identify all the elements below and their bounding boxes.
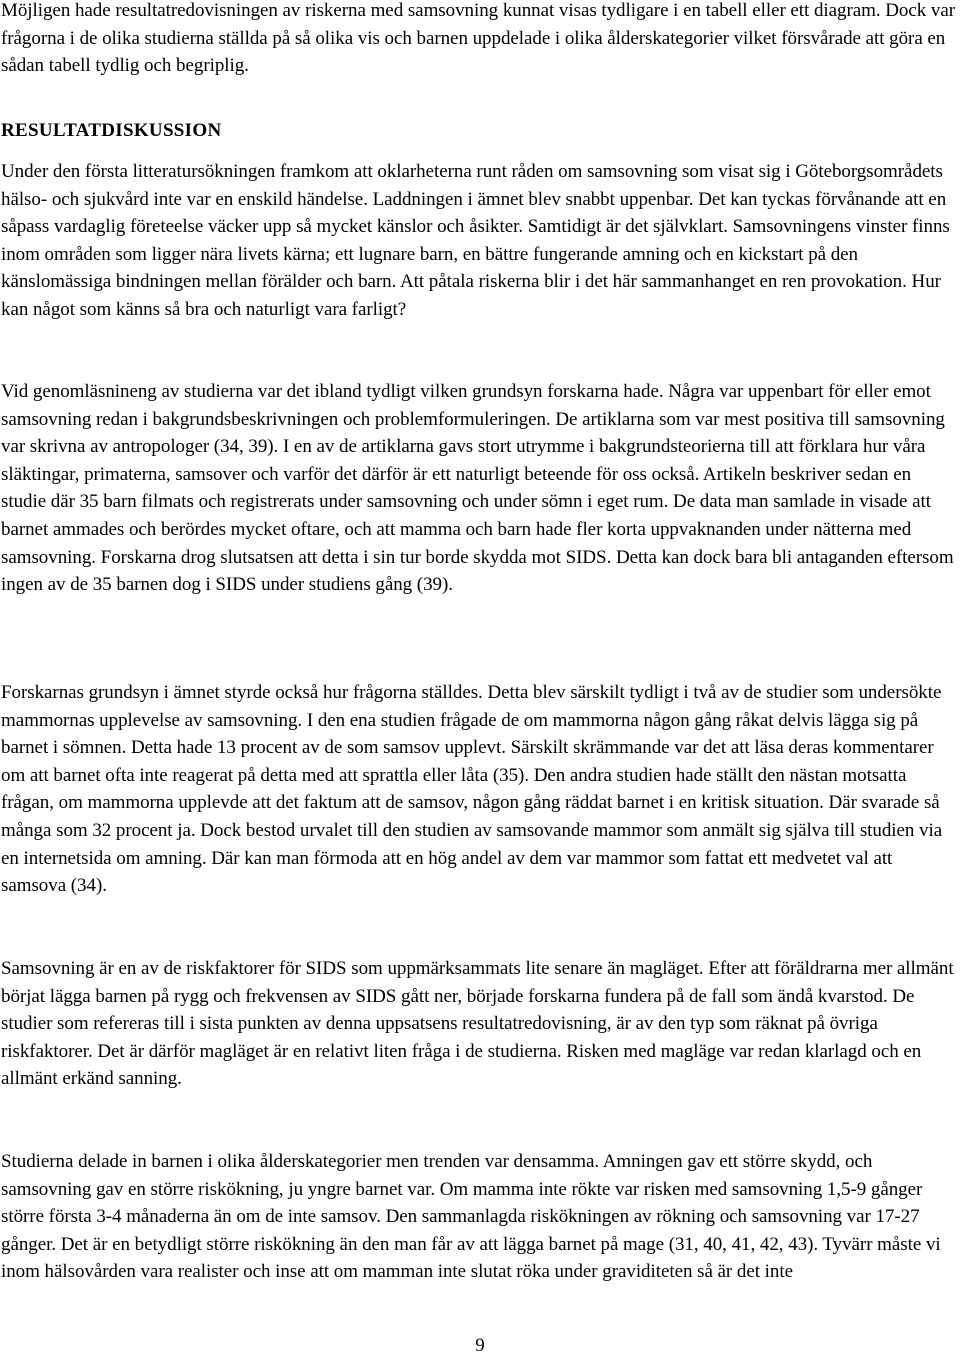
discussion-paragraph-3: Forskarnas grundsyn i ämnet styrde också hur frågorna ställdes. Detta blev särskilt tydligt i två av de studier som undersökte mammornas upplevelse av samsovning. I den ena studien frågade de om mammorna någon gång råkat delvis lägga sig på barnet i sömnen. Detta hade 13 procent av de som samsov upplevt. Särskilt skrämmande var det att läsa deras kommentarer om att barnet ofta inte reagerat på detta med att sprattla eller låta (35). Den andra studien hade ställt den nästan motsatta frågan, om mammorna upplevde att det faktum att de samsov, någon gång räddat barnet i en kritisk situation. Där svarade så många som 32 procent ja. Dock bestod urvalet till den studien av samsovande mammor som anmält sig själva till studien via en internetsida om amning. Där kan man förmoda att en hög andel av dem var mammor som fattat ett medvetet val att samsova (34). [1,682,943,897]
discussion-paragraph-5: Studierna delade in barnen i olika ålderskategorier men trenden var densamma. Amningen gav ett större skydd, och samsovning gav en större riskökning, ju yngre barnet var. Om mamma inte rökte var risken med samsovning 1,5-9 gånger större första 3-4 månaderna än om de inte samsov. Den sammanlagda riskökningen av rökning och samsovning var 17-27 gånger. Det är en betydligt större riskökning än den man får av att lägga barnet på mage (31, 40, 41, 42, 43). Tyvärr måste vi inom hälsovården vara realister och inse att om mamman inte slutat röka under graviditeten så är det inte [1,1151,941,1283]
discussion-paragraph-1: Under den första litteratursökningen framkom att oklarheterna runt råden om samsovning som visat sig i Göteborgsområdets hälso- och sjukvård inte var en enskild händelse. Laddningen i ämnet blev snabbt uppenbar. Det kan tyckas förvånande att en såpass vardaglig företeelse väcker upp så mycket känslor och åsikter. Samtidigt är det självklart. Samsovningens vinster finns inom områden som ligger nära livets kärna; ett lugnare barn, en bättre fungerande amning och en kickstart på den känslomässiga bindningen mellan förälder och barn. Att påtala riskerna blir i det här sammanhanget en ren provokation. Hur kan något som känns så bra och naturligt vara farligt? [1,161,950,320]
intro-paragraph: Möjligen hade resultatredovisningen av riskerna med samsovning kunnat visas tydligare i en tabell eller ett diagram. Dock var frågorna i de olika studierna ställda på så olika vis och barnen uppdelade i olika ålderskategorier vilket försvårade att göra en sådan tabell tydlig och begriplig. [1,0,956,77]
discussion-paragraph-4: Samsovning är en av de riskfaktorer för SIDS som uppmärksammats lite senare än magläget. Efter att föräldrarna mer allmänt börjat lägga barnen på rygg och frekvensen av SIDS gått ner, började forskarna fundera på de fall som ändå kvarstod. De studier som refereras till i sista punkten av denna uppsatsens resultatredovisning, är av den typ som räknat på övriga riskfaktorer. Det är därför magläget är en relativt liten fråga i de studierna. Risken med magläge var redan klarlagd och en allmänt erkänd sanning. [1,958,954,1090]
page-number: 9 [475,1335,485,1356]
discussion-paragraph-2: Vid genomläsnineng av studierna var det ibland tydligt vilken grundsyn forskarna hade. Några var uppenbart för eller emot samsovning redan i bakgrundsbeskrivningen och problemformuleringen. De artiklarna som var mest positiva till samsovning var skrivna av antropologer (34, 39). I en av de artiklarna gavs stort utrymme i bakgrundsteorierna till att förklara hur våra släktingar, primaterna, samsover och varför det därför är ett naturligt beteende för oss också. Artikeln beskriver sedan en studie där 35 barn filmats och registrerats under samsovning och under sömn i eget rum. De data man samlade in visade att barnet ammades och berördes mycket oftare, och att mamma och barn hade fler korta uppvaknanden under nätterna med samsovning. Forskarna drog slutsatsen att detta i sin tur borde skydda mot SIDS. Detta kan dock bara bli antaganden eftersom ingen av de 35 barnen dog i SIDS under studiens gång (39). [1,381,954,596]
section-heading: RESULTATDISKUSSION [1,120,222,141]
